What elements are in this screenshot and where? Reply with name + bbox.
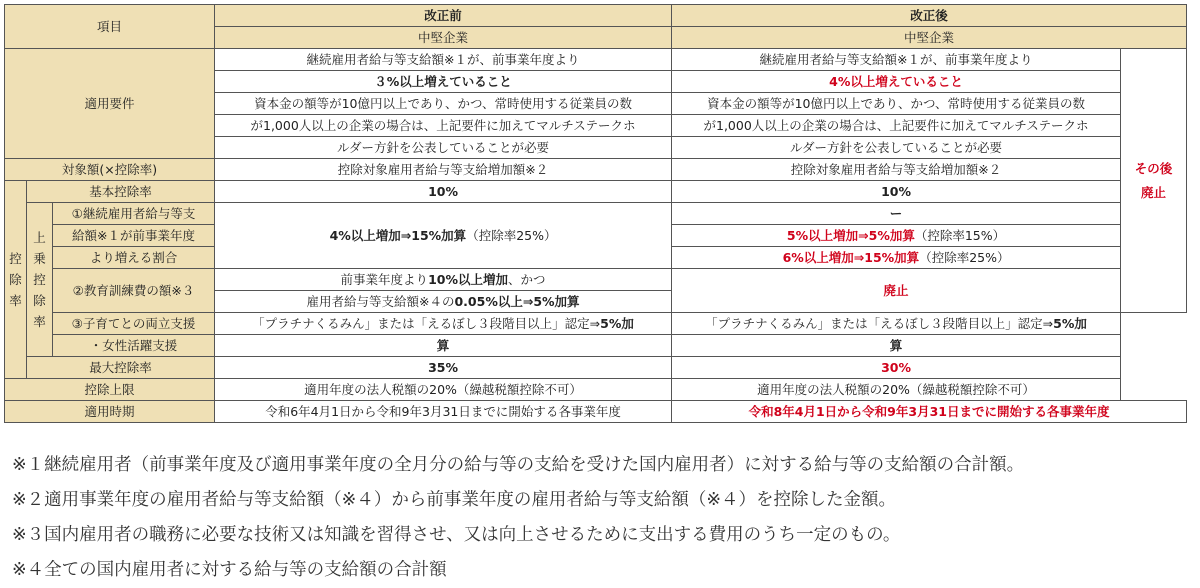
training-before-1 — [215, 269, 672, 291]
target-after: 控除対象雇用者給与等支給増加額※２ — [672, 159, 1121, 181]
limit-label: 控除上限 — [5, 379, 215, 401]
period-row — [5, 401, 1187, 423]
basic-after: 10% — [672, 181, 1121, 203]
addon-group-label — [27, 203, 53, 357]
continuing-label-3: より増える割合 — [53, 247, 215, 269]
continuing-label-1: ①継続雇用者給与等支 — [53, 203, 215, 225]
continuing-after-3-note: （控除率25%） — [919, 250, 1010, 265]
applicability-row — [5, 49, 1187, 71]
deduction-char: 率 — [9, 293, 22, 308]
side-note-line1: その後 — [1134, 160, 1173, 176]
subheader-after: 中堅企業 — [672, 27, 1187, 49]
max-after: 30% — [672, 357, 1121, 379]
continuing-after-2-note: （控除率15%） — [914, 228, 1006, 243]
continuing-before-note: （控除率25%） — [466, 228, 557, 243]
childcare-after-1b: 5%加 — [1053, 316, 1087, 331]
continuing-before-bold: 4%以上増加⇒15%加算 — [329, 228, 467, 243]
target-row — [5, 159, 1187, 181]
deduction-char: 除 — [9, 272, 22, 287]
period-after: 令和8年4月1日から令和9年3月31日までに開始する各事業年度 — [672, 401, 1187, 423]
side-note-cell — [1121, 49, 1187, 313]
applicability-after-1: 継続雇用者給与等支給額※１が、前事業年度より — [672, 49, 1121, 71]
max-label: 最大控除率 — [27, 357, 215, 379]
footnote-1: ※１継続雇用者（前事業年度及び適用事業年度の全月分の給与等の支給を受けた国内雇用者）に対する給与等の支給額の合計額。 — [12, 455, 1025, 475]
applicability-before-3: 資本金の額等が10億円以上であり、かつ、常時使用する従業員の数 — [215, 93, 672, 115]
childcare-before-1b: 5%加 — [600, 316, 634, 331]
deduction-char: 控 — [9, 251, 22, 266]
continuing-after-2 — [672, 225, 1121, 247]
deduction-group-label — [5, 181, 27, 379]
max-row — [5, 357, 1187, 379]
addon-char: 乗 — [33, 251, 46, 266]
continuing-after-3-bold: 6%以上増加⇒15%加算 — [782, 250, 920, 265]
footnote-2: ※２適用事業年度の雇用者給与等支給額（※４）から前事業年度の雇用者給与等支給額（※４）を控除した金額。 — [12, 490, 896, 510]
training-before-1c: 、かつ — [507, 272, 546, 287]
continuing-after-1: ー — [672, 203, 1121, 225]
continuing-label-2: 給額※１が前事業年度 — [53, 225, 215, 247]
training-before-2a: 雇用者給与等支給額※４の — [306, 294, 455, 309]
training-before-2 — [215, 291, 672, 313]
header-item: 項目 — [5, 5, 215, 49]
training-before-2b: 0.05%以上⇒5%加算 — [454, 294, 580, 309]
childcare-after-1a: 「プラチナくるみん」または「えるぼし３段階目以上」認定⇒ — [705, 316, 1054, 331]
applicability-after-4: が1,000人以上の企業の場合は、上記要件に加えてマルチステークホ — [672, 115, 1121, 137]
target-label: 対象額(×控除率) — [5, 159, 215, 181]
applicability-after-5: ルダー方針を公表していることが必要 — [672, 137, 1121, 159]
comparison-table — [4, 4, 1187, 423]
basic-label: 基本控除率 — [27, 181, 215, 203]
applicability-after-3: 資本金の額等が10億円以上であり、かつ、常時使用する従業員の数 — [672, 93, 1121, 115]
addon-char: 除 — [33, 293, 46, 308]
addon-char: 率 — [33, 314, 46, 329]
limit-before: 適用年度の法人税額の20%（繰越税額控除不可） — [215, 379, 672, 401]
childcare-before-2: 算 — [215, 335, 672, 357]
applicability-label: 適用要件 — [5, 49, 215, 159]
applicability-before-5: ルダー方針を公表していることが必要 — [215, 137, 672, 159]
continuing-after-2-bold: 5%以上増加⇒5%加算 — [786, 228, 915, 243]
childcare-label-1: ③子育てとの両立支援 — [53, 313, 215, 335]
side-note-line2: 廃止 — [1141, 184, 1167, 200]
training-after: 廃止 — [672, 269, 1121, 313]
childcare-row-1 — [5, 313, 1187, 335]
period-label: 適用時期 — [5, 401, 215, 423]
period-before: 令和6年4月1日から令和9年3月31日までに開始する各事業年度 — [215, 401, 672, 423]
limit-after: 適用年度の法人税額の20%（繰越税額控除不可） — [672, 379, 1121, 401]
footnote-4: ※４全ての国内雇用者に対する給与等の支給額の合計額 — [12, 560, 447, 580]
childcare-after-1 — [672, 313, 1121, 335]
addon-char: 控 — [33, 272, 46, 287]
childcare-before-1 — [215, 313, 672, 335]
training-before-1a: 前事業年度より — [340, 272, 429, 287]
continuing-before — [215, 203, 672, 269]
applicability-before-2: ３%以上増えていること — [215, 71, 672, 93]
training-before-1b: 10%以上増加 — [428, 272, 508, 287]
applicability-before-1: 継続雇用者給与等支給額※１が、前事業年度より — [215, 49, 672, 71]
childcare-after-2: 算 — [672, 335, 1121, 357]
target-before: 控除対象雇用者給与等支給増加額※２ — [215, 159, 672, 181]
basic-row — [5, 181, 1187, 203]
subheader-before: 中堅企業 — [215, 27, 672, 49]
training-row-1 — [5, 269, 1187, 291]
footnotes — [12, 448, 1024, 588]
basic-before: 10% — [215, 181, 672, 203]
header-row — [5, 5, 1187, 27]
max-before: 35% — [215, 357, 672, 379]
limit-row — [5, 379, 1187, 401]
training-label: ②教育訓練費の額※３ — [53, 269, 215, 313]
applicability-after-2: 4%以上増えていること — [672, 71, 1121, 93]
childcare-before-1a: 「プラチナくるみん」または「えるぼし３段階目以上」認定⇒ — [252, 316, 601, 331]
header-after: 改正後 — [672, 5, 1187, 27]
continuing-after-3 — [672, 247, 1121, 269]
addon-char: 上 — [33, 230, 46, 245]
childcare-row-2 — [5, 335, 1187, 357]
header-before: 改正前 — [215, 5, 672, 27]
applicability-before-4: が1,000人以上の企業の場合は、上記要件に加えてマルチステークホ — [215, 115, 672, 137]
footnote-3: ※３国内雇用者の職務に必要な技術又は知識を習得させ、又は向上させるために支出する費用のうち一定のもの。 — [12, 525, 901, 545]
childcare-label-2: ・女性活躍支援 — [53, 335, 215, 357]
continuing-row-1 — [5, 203, 1187, 225]
